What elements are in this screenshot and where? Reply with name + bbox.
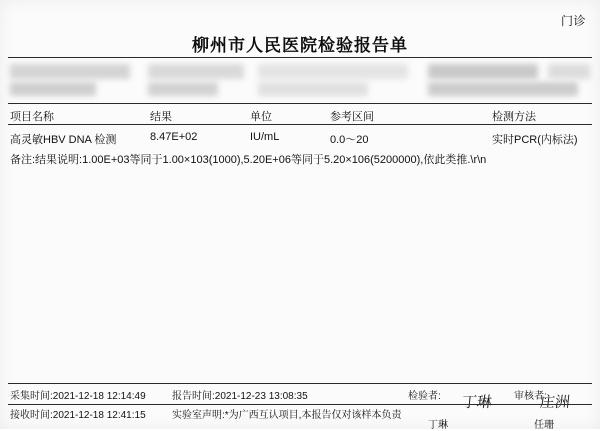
column-header-unit: 单位 [250,111,272,123]
lab-statement-label: 实验室声明: [172,410,225,421]
redacted-block [258,82,368,96]
column-header-reference: 参考区间 [330,111,374,123]
lab-statement [172,406,401,421]
divider-table-bottom [8,383,592,384]
redacted-block [258,64,408,79]
report-time-value: 2021-12-23 13:08:35 [214,391,308,402]
cell-item-name: 高灵敏HBV DNA 检测 [10,134,117,146]
divider-patient-info [8,103,592,104]
table-header-row [0,108,600,124]
collect-time-value: 2021-12-18 12:14:49 [52,391,146,402]
cell-unit: IU/mL [250,131,280,143]
result-note: 备注:结果说明:1.00E+03等同于1.00×103(1000),5.20E+06等同于5.20×106(5200000),依此类推.\r\n [10,154,487,166]
lab-statement-value: *为广西互认项目,本报告仅对该样本负责 [224,410,402,421]
page-title: 柳州市人民医院检验报告单 [192,36,408,56]
collect-time-label: 采集时间: [10,391,53,402]
redacted-block [428,64,538,79]
receive-time [10,406,146,421]
column-header-name: 项目名称 [10,111,54,123]
table-row [0,131,600,147]
cell-reference: 0.0～20 [330,134,369,146]
cell-result: 8.47E+02 [150,131,198,143]
reviewer-label: 审核者: [514,391,547,402]
column-header-result: 结果 [150,111,172,123]
redacted-block [148,82,218,96]
report-time [172,387,308,402]
divider-top [8,57,592,58]
redacted-block [10,64,130,79]
report-time-label: 报告时间: [172,391,215,402]
inspector-label: 检验者: [408,391,441,402]
inspector-printed-name: 丁琳 [428,420,448,431]
redacted-block [548,64,590,79]
inspector-signature: 丁琳 [461,393,493,411]
divider-footer [8,404,592,405]
collect-time [10,387,146,402]
reviewer-signature: 庄洲 [539,393,571,411]
column-header-method: 检测方法 [492,111,536,123]
redacted-block [10,82,96,96]
patient-info-redacted [8,62,592,100]
reviewer-printed-name: 任珊 [534,420,554,431]
redacted-block [428,82,578,96]
redacted-block [148,64,244,79]
divider-table-header [8,124,592,125]
receive-time-label: 接收时间: [10,410,53,421]
report-footer [0,385,600,429]
receive-time-value: 2021-12-18 12:41:15 [52,410,146,421]
cell-method: 实时PCR(内标法) [492,134,578,146]
department-label: 门诊 [560,14,586,28]
